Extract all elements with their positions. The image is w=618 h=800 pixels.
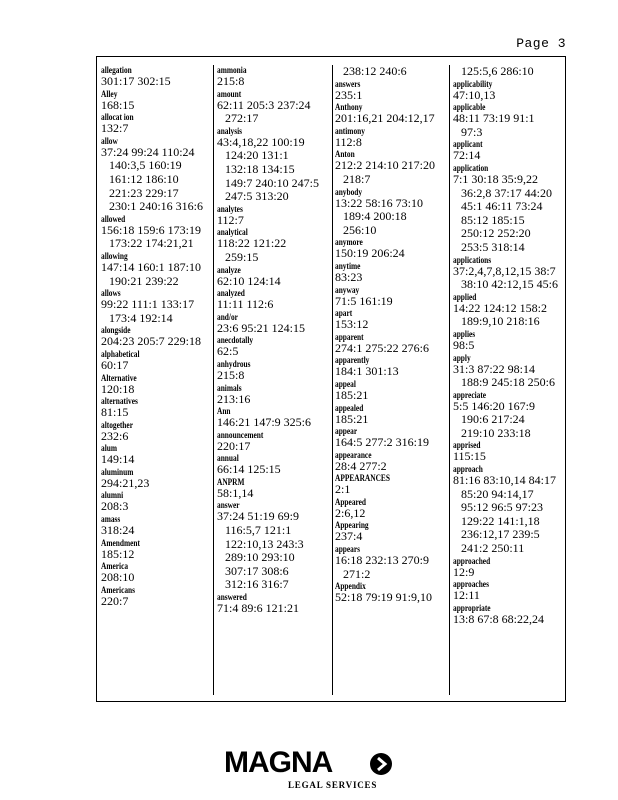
index-reference-line: 60:17 <box>101 357 129 372</box>
index-reference-line: 218:7 <box>343 171 371 186</box>
index-reference-line: 307:17 308:6 <box>225 563 289 578</box>
index-reference-line: 71:5 161:19 <box>335 293 393 308</box>
index-reference-line: 118:22 121:22 <box>217 236 287 251</box>
index-reference-line: 38:10 42:12,15 45:6 <box>461 277 559 292</box>
index-reference-line: 221:23 229:17 <box>109 185 179 200</box>
index-column-4 <box>453 65 565 697</box>
index-reference-line: 189:9,10 218:16 <box>461 314 540 329</box>
index-reference-line: 122:10,13 243:3 <box>225 536 304 551</box>
index-term: applied <box>453 291 477 302</box>
column-divider <box>213 65 214 695</box>
index-reference-line: 120:18 <box>101 381 135 396</box>
index-term: allegation <box>101 65 132 75</box>
index-frame <box>96 56 566 702</box>
index-term: applicant <box>453 139 483 150</box>
index-reference-line: 66:14 125:15 <box>217 462 281 477</box>
index-term: Appearing <box>335 520 369 531</box>
index-term: appeal <box>335 378 356 389</box>
index-column-3 <box>335 65 447 697</box>
index-reference-line: 161:12 186:10 <box>109 171 179 186</box>
index-reference-line: 147:14 160:1 187:10 <box>101 259 202 274</box>
index-reference-line: 28:4 277:2 <box>335 458 387 473</box>
index-reference-line: 97:3 <box>461 124 483 139</box>
index-reference-line: 95:12 96:5 97:23 <box>461 500 544 515</box>
index-reference-line: 213:16 <box>217 391 251 406</box>
index-reference-line: 236:12,17 239:5 <box>461 527 540 542</box>
index-term: aluminum <box>101 466 134 477</box>
logo-tagline: LEGAL SERVICES <box>288 780 378 790</box>
chevron-right-circle-icon <box>370 753 392 775</box>
index-reference-line: 37:2,4,7,8,12,15 38:7 <box>453 263 556 278</box>
index-reference-line: 241:2 250:11 <box>461 541 525 556</box>
index-reference-line: 12:9 <box>453 564 475 579</box>
index-term: alumni <box>101 490 124 501</box>
index-reference-line: 13:22 58:16 73:10 <box>335 195 424 210</box>
index-term: anecdotally <box>217 335 254 346</box>
index-term: approached <box>453 555 491 566</box>
index-term: appears <box>335 544 361 555</box>
index-term: anytime <box>335 260 361 271</box>
index-reference-line: 185:12 <box>101 546 135 561</box>
index-term: applicable <box>453 102 486 113</box>
index-reference-line: 125:5,6 286:10 <box>461 65 534 78</box>
index-reference-line: 72:14 <box>453 148 481 163</box>
index-term: antimony <box>335 125 365 136</box>
index-term: allow <box>101 135 118 146</box>
index-reference-line: 220:17 <box>217 438 251 453</box>
index-reference-line: 235:1 <box>335 87 363 102</box>
column-divider <box>332 65 333 695</box>
index-term: answers <box>335 78 361 89</box>
index-reference-line: 215:8 <box>217 367 245 382</box>
index-reference-line: 48:11 73:19 91:1 <box>453 111 535 126</box>
index-term: Amendment <box>101 537 140 548</box>
index-term: appearance <box>335 449 372 460</box>
index-reference-line: 271:2 <box>343 566 371 581</box>
index-reference-line: 312:16 316:7 <box>225 577 289 592</box>
index-reference-line: 189:4 200:18 <box>343 209 407 224</box>
index-term: alum <box>101 443 118 454</box>
index-reference-line: 238:12 240:6 <box>343 65 407 78</box>
column-divider <box>449 65 450 695</box>
index-reference-line: 201:16,21 204:12,17 <box>335 111 435 126</box>
index-term: apply <box>453 352 471 363</box>
index-reference-line: 230:1 240:16 316:6 <box>109 199 204 214</box>
index-term: Alley <box>101 88 118 99</box>
index-reference-line: 232:6 <box>101 428 129 443</box>
index-reference-line: 2:6,12 <box>335 505 366 520</box>
index-reference-line: 115:15 <box>453 449 486 464</box>
index-reference-line: 85:12 185:15 <box>461 212 525 227</box>
index-reference-line: 85:20 94:14,17 <box>461 486 534 501</box>
index-reference-line: 62:10 124:14 <box>217 273 281 288</box>
index-reference-line: 185:21 <box>335 411 369 426</box>
index-term: analyze <box>217 264 241 275</box>
index-reference-line: 36:2,8 37:17 44:20 <box>461 185 553 200</box>
index-reference-line: 58:1,14 <box>217 485 254 500</box>
index-reference-line: 99:22 111:1 133:17 <box>101 297 195 312</box>
index-reference-line: 37:24 99:24 110:24 <box>101 144 195 159</box>
index-reference-line: 156:18 159:6 173:19 <box>101 222 202 237</box>
index-reference-line: 31:3 87:22 98:14 <box>453 361 536 376</box>
index-column-1 <box>101 65 211 697</box>
index-reference-line: 259:15 <box>225 249 259 264</box>
index-term: anyway <box>335 284 360 295</box>
index-term: appreciate <box>453 389 487 400</box>
index-term: applications <box>453 254 492 265</box>
index-reference-line: 62:11 205:3 237:24 <box>217 97 311 112</box>
index-term: analytical <box>217 227 248 238</box>
index-reference-line: 219:10 233:18 <box>461 425 531 440</box>
index-term: Ann <box>217 406 231 417</box>
index-reference-line: 149:14 <box>101 452 135 467</box>
index-term: anhydrous <box>217 358 251 369</box>
index-reference-line: 45:1 46:11 73:24 <box>461 199 543 214</box>
index-reference-line: 190:21 239:22 <box>109 273 179 288</box>
index-reference-line: 132:18 134:15 <box>225 161 295 176</box>
index-reference-line: 2:1 <box>335 482 351 497</box>
index-reference-line: 173:4 192:14 <box>109 310 173 325</box>
index-reference-line: 62:5 <box>217 344 239 359</box>
index-reference-line: 5:5 146:20 167:9 <box>453 398 536 413</box>
index-reference-line: 37:24 51:19 69:9 <box>217 509 300 524</box>
index-reference-line: 12:11 <box>453 588 480 603</box>
index-reference-line: 173:22 174:21,21 <box>109 236 194 251</box>
index-reference-line: 212:2 214:10 217:20 <box>335 158 436 173</box>
index-term: alongside <box>101 325 131 336</box>
index-reference-line: 301:17 302:15 <box>101 74 171 88</box>
index-term: apprised <box>453 440 481 451</box>
index-term: ANPRM <box>217 476 245 487</box>
index-term: apparent <box>335 331 364 342</box>
index-reference-line: 190:6 217:24 <box>461 412 525 427</box>
index-reference-line: 164:5 277:2 316:19 <box>335 435 430 450</box>
index-reference-line: 294:21,23 <box>101 475 150 490</box>
index-reference-line: 250:12 252:20 <box>461 226 531 241</box>
index-reference-line: 23:6 95:21 124:15 <box>217 320 306 335</box>
index-term: answer <box>217 500 240 511</box>
index-reference-line: 289:10 293:10 <box>225 550 295 565</box>
index-reference-line: 13:8 67:8 68:22,24 <box>453 611 545 626</box>
index-reference-line: 52:18 79:19 91:9,10 <box>335 590 433 605</box>
index-term: Appeared <box>335 496 367 507</box>
index-reference-line: 188:9 245:18 250:6 <box>461 375 556 390</box>
index-term: application <box>453 162 489 173</box>
index-reference-line: 43:4,18,22 100:19 <box>217 134 305 149</box>
index-term: amass <box>101 514 121 525</box>
index-reference-line: 11:11 112:6 <box>217 297 274 312</box>
index-term: appear <box>335 426 358 437</box>
index-reference-line: 116:5,7 121:1 <box>225 523 292 538</box>
index-term: apart <box>335 308 353 319</box>
index-reference-line: 247:5 313:20 <box>225 189 289 204</box>
index-reference-line: 14:22 124:12 158:2 <box>453 300 548 315</box>
index-reference-line: 272:17 <box>225 111 259 126</box>
index-reference-line: 215:8 <box>217 74 245 88</box>
logo-wordmark: MAGNA <box>224 746 333 779</box>
index-reference-line: 98:5 <box>453 337 475 352</box>
index-term: announcement <box>217 429 264 440</box>
index-term: approaches <box>453 579 489 590</box>
index-reference-line: 204:23 205:7 229:18 <box>101 334 202 349</box>
index-reference-line: 274:1 275:22 276:6 <box>335 340 430 355</box>
index-reference-line: 237:4 <box>335 529 363 544</box>
index-reference-line: 208:3 <box>101 499 129 514</box>
index-term: allocat ion <box>101 112 134 123</box>
index-term: APPEARANCES <box>335 473 390 484</box>
index-reference-line: 83:23 <box>335 269 363 284</box>
index-reference-line: 220:7 <box>101 593 129 608</box>
index-reference-line: 150:19 206:24 <box>335 246 405 261</box>
index-term: Americans <box>101 584 136 595</box>
index-reference-line: 318:24 <box>101 523 135 538</box>
index-reference-line: 253:5 318:14 <box>461 239 525 254</box>
index-term: Anthony <box>335 102 363 113</box>
index-term: apparently <box>335 355 370 366</box>
index-term: approach <box>453 464 483 475</box>
index-term: Anton <box>335 149 355 160</box>
index-term: anymore <box>335 237 363 248</box>
index-term: applies <box>453 328 476 339</box>
magna-logo <box>224 746 396 794</box>
index-reference-line: 71:4 89:6 121:21 <box>217 601 300 616</box>
index-reference-line: 140:3,5 160:19 <box>109 158 182 173</box>
index-term: answered <box>217 592 247 603</box>
index-reference-line: 81:15 <box>101 405 129 420</box>
index-term: and/or <box>217 311 238 322</box>
index-reference-line: 168:15 <box>101 97 135 112</box>
index-term: amount <box>217 88 242 99</box>
page-number: Page 3 <box>516 36 566 51</box>
index-term: anybody <box>335 186 363 197</box>
index-term: Appendix <box>335 581 366 592</box>
index-reference-line: 153:12 <box>335 317 369 332</box>
index-term: allowed <box>101 213 126 224</box>
index-term: appealed <box>335 402 364 413</box>
index-reference-line: 7:1 30:18 35:9,22 <box>453 171 539 186</box>
index-term: applicability <box>453 78 493 89</box>
index-term: America <box>101 561 129 572</box>
index-term: allows <box>101 288 121 299</box>
index-term: appropriate <box>453 602 491 613</box>
index-reference-line: 81:16 83:10,14 84:17 <box>453 473 557 488</box>
index-term: alphabetical <box>101 348 140 359</box>
index-term: analyzed <box>217 288 245 299</box>
index-reference-line: 129:22 141:1,18 <box>461 513 540 528</box>
index-reference-line: 112:7 <box>217 212 244 227</box>
index-term: analytes <box>217 203 243 214</box>
index-term: ammonia <box>217 65 247 75</box>
index-reference-line: 47:10,13 <box>453 87 496 102</box>
index-reference-line: 124:20 131:1 <box>225 148 289 163</box>
index-reference-line: 149:7 240:10 247:5 <box>225 175 320 190</box>
index-term: animals <box>217 382 242 393</box>
index-term: alternatives <box>101 396 138 407</box>
index-reference-line: 132:7 <box>101 121 129 136</box>
index-reference-line: 185:21 <box>335 387 369 402</box>
index-term: analysis <box>217 125 243 136</box>
index-term: allowing <box>101 250 128 261</box>
index-reference-line: 184:1 301:13 <box>335 364 399 379</box>
index-reference-line: 256:10 <box>343 222 377 237</box>
index-reference-line: 112:8 <box>335 134 362 149</box>
index-column-2 <box>217 65 329 697</box>
index-reference-line: 208:10 <box>101 570 135 585</box>
index-reference-line: 16:18 232:13 270:9 <box>335 553 430 568</box>
index-term: Alternative <box>101 372 137 383</box>
index-reference-line: 146:21 147:9 325:6 <box>217 415 312 430</box>
index-term: annual <box>217 453 239 464</box>
index-term: altogether <box>101 419 133 430</box>
